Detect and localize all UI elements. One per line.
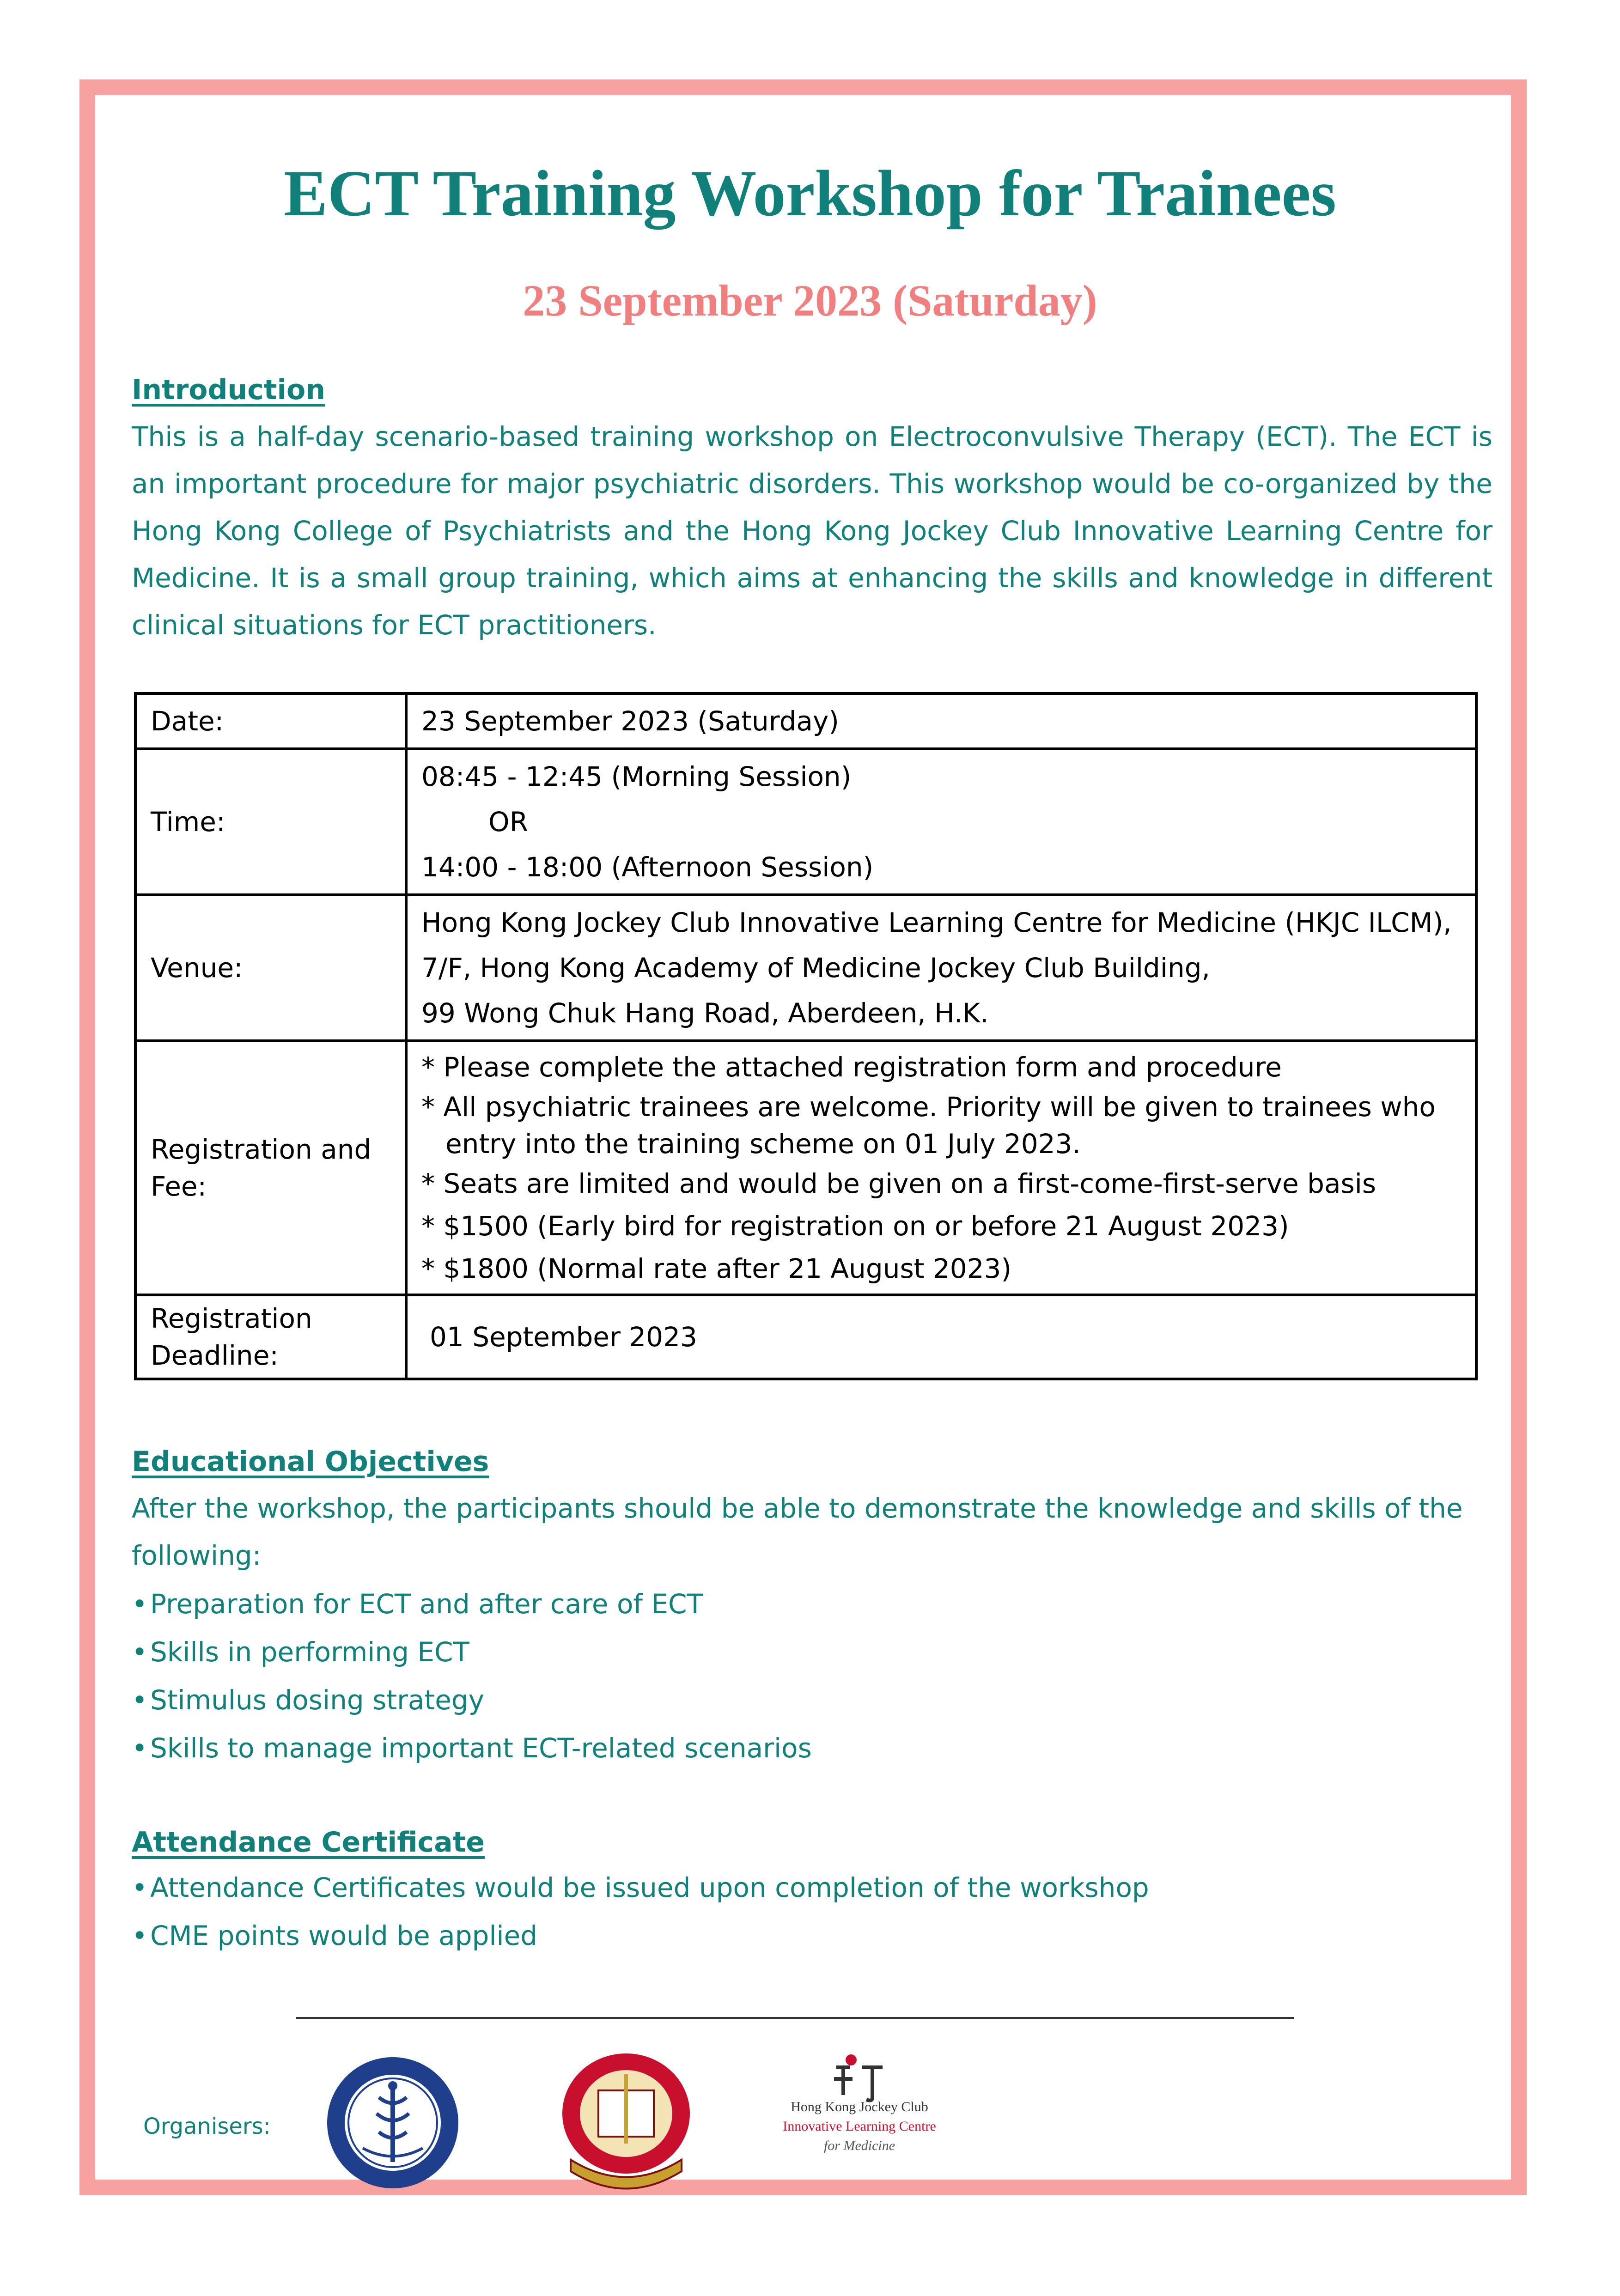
table-row-date (135, 693, 1476, 749)
event-date-subtitle: 23 September 2023 (Saturday) (523, 276, 1097, 325)
page-title: ECT Training Workshop for Trainees (284, 157, 1336, 230)
hkcpsych-logo (323, 2053, 462, 2192)
event-details-table (134, 692, 1478, 1380)
ilcm-line-1: Hong Kong Jockey Club (791, 2099, 928, 2114)
list-item: • Attendance Certificates would be issued upon completion of the workshop (132, 1864, 1149, 1912)
list-item: • CME points would be applied (132, 1912, 1149, 1960)
time-morning: 08:45 - 12:45 (Morning Session) (421, 761, 852, 792)
time-value (406, 749, 1476, 895)
hkam-logo (554, 2047, 698, 2199)
deadline-label: Registration Deadline: (135, 1295, 406, 1379)
venue-line-2: 7/F, Hong Kong Academy of Medicine Jockey Club Building, (421, 952, 1210, 984)
venue-line-3: 99 Wong Chuk Hang Road, Aberdeen, H.K. (421, 997, 989, 1029)
objectives-heading: Educational Objectives (132, 1446, 489, 1478)
introduction-heading: Introduction (132, 374, 325, 406)
ilcm-logo-text (744, 2097, 975, 2156)
list-item: • Skills in performing ECT (132, 1628, 812, 1676)
organisers-label: Organisers: (143, 2114, 271, 2139)
date-value: 23 September 2023 (Saturday) (406, 693, 1476, 749)
table-row-deadline (135, 1295, 1476, 1379)
venue-line-1: Hong Kong Jockey Club Innovative Learning Centre for Medicine (HKJC ILCM), (421, 907, 1452, 938)
ilcm-line-2: Innovative Learning Centre (783, 2119, 936, 2134)
registration-value (406, 1041, 1476, 1295)
registration-line-3: * Seats are limited and would be given on a first-come-first-serve basis (421, 1168, 1376, 1199)
date-label: Date: (135, 693, 406, 749)
hkjc-ilcm-logo (818, 2053, 901, 2104)
venue-value (406, 895, 1476, 1041)
deadline-value: 01 September 2023 (406, 1295, 1476, 1379)
venue-label: Venue: (135, 895, 406, 1041)
list-item: • Preparation for ECT and after care of ECT (132, 1580, 812, 1628)
registration-line-1: * Please complete the attached registration form and procedure (421, 1051, 1282, 1083)
time-afternoon: 14:00 - 18:00 (Afternoon Session) (421, 851, 874, 883)
time-or: OR (488, 806, 528, 838)
time-label: Time: (135, 749, 406, 895)
ilcm-line-3: for Medicine (823, 2138, 895, 2153)
registration-line-2b: entry into the training scheme on 01 July 2023. (445, 1128, 1081, 1160)
list-item: • Stimulus dosing strategy (132, 1676, 812, 1724)
registration-line-4: * $1500 (Early bird for registration on or before 21 August 2023) (421, 1210, 1289, 1242)
objectives-text: After the workshop, the participants should be able to demonstrate the knowledge and skills of the following: (132, 1493, 1463, 1571)
registration-line-5: * $1800 (Normal rate after 21 August 2023) (421, 1253, 1012, 1284)
table-row-registration (135, 1041, 1476, 1295)
table-row-venue (135, 895, 1476, 1041)
introduction-text: This is a half-day scenario-based training workshop on Electroconvulsive Therapy (ECT). The ECT is an important procedure for major psychiatric disorders. This workshop would be co-organized by the Hong Kong College of Psychiatrists and the Hong Kong Jockey Club Innovative Learning Centre for Medicine. It is a small group training, which aims at enhancing the skills and knowledge in different clinical situations for ECT practitioners. (132, 421, 1492, 641)
certificate-list (132, 1864, 1149, 1960)
objectives-list (132, 1580, 812, 1772)
footer-divider (296, 2017, 1294, 2019)
registration-label: Registration and Fee: (135, 1041, 406, 1295)
list-item: • Skills to manage important ECT-related scenarios (132, 1724, 812, 1772)
certificate-heading: Attendance Certificate (132, 1826, 485, 1859)
table-row-time (135, 749, 1476, 895)
registration-line-2: * All psychiatric trainees are welcome. Priority will be given to trainees who (421, 1091, 1436, 1123)
